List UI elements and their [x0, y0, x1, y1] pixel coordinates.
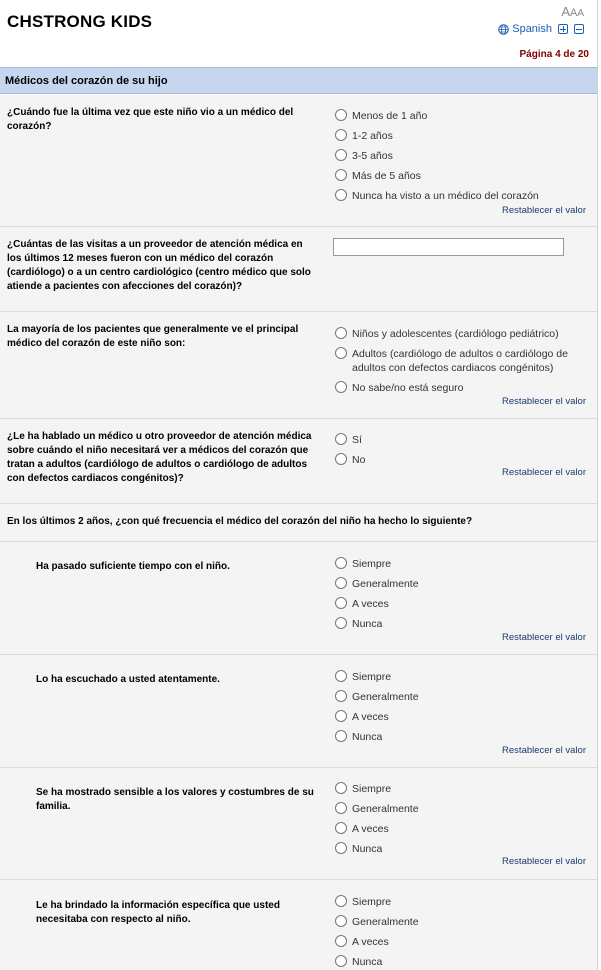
matrix-item-text: Le ha brindado la información específica que usted necesitaba con respecto al niño. — [36, 900, 280, 925]
option-label: Generalmente — [352, 803, 419, 815]
option-label: A veces — [352, 823, 389, 835]
option-label: Nunca — [352, 843, 383, 855]
radio-option[interactable] — [335, 782, 590, 802]
radio-button[interactable] — [335, 129, 347, 141]
radio-button[interactable] — [335, 577, 347, 589]
option-label: Sí — [352, 434, 362, 446]
option-label: A veces — [352, 598, 389, 610]
matrix-item-text: Ha pasado suficiente tiempo con el niño. — [36, 561, 230, 572]
radio-button[interactable] — [335, 670, 347, 682]
radio-group — [335, 895, 590, 970]
radio-button[interactable] — [335, 822, 347, 834]
option-label: Generalmente — [352, 578, 419, 590]
option-label: Niños y adolescentes (cardiólogo pediátrico) — [352, 328, 559, 340]
collapse-minus-icon[interactable] — [574, 24, 584, 34]
radio-button[interactable] — [335, 149, 347, 161]
radio-button[interactable] — [335, 327, 347, 339]
question-row — [0, 312, 598, 419]
radio-button[interactable] — [335, 597, 347, 609]
radio-option[interactable] — [335, 822, 590, 842]
radio-option[interactable] — [335, 895, 590, 915]
option-label: Siempre — [352, 896, 392, 908]
radio-option[interactable] — [335, 802, 590, 822]
radio-button[interactable] — [335, 842, 347, 854]
radio-button[interactable] — [335, 710, 347, 722]
radio-option[interactable] — [335, 347, 590, 381]
question-text: ¿Cuándo fue la última vez que este niño vio a un médico del corazón? — [7, 107, 294, 132]
option-label: No sabe/no está seguro — [352, 382, 464, 394]
matrix-header-row — [0, 504, 598, 542]
radio-option[interactable] — [335, 670, 590, 690]
radio-button[interactable] — [335, 802, 347, 814]
matrix-item-row — [0, 542, 598, 655]
radio-group — [335, 109, 590, 209]
matrix-header-text: En los últimos 2 años, ¿con qué frecuencia el médico del corazón del niño ha hecho lo siguiente? — [7, 516, 473, 527]
globe-icon — [498, 24, 509, 35]
radio-option[interactable] — [335, 597, 590, 617]
option-label: 1-2 años — [352, 130, 393, 142]
font-size-large-button[interactable]: A — [561, 4, 570, 19]
font-size-small-button[interactable]: A — [577, 8, 584, 19]
option-label: Siempre — [352, 783, 392, 795]
expand-plus-icon[interactable] — [558, 24, 568, 34]
matrix-item-row — [0, 880, 598, 970]
question-row — [0, 227, 598, 312]
radio-button[interactable] — [335, 433, 347, 445]
matrix-item-text: Lo ha escuchado a usted atentamente. — [36, 674, 220, 685]
language-selector — [498, 23, 584, 35]
radio-option[interactable] — [335, 433, 590, 453]
radio-option[interactable] — [335, 577, 590, 597]
option-label: A veces — [352, 936, 389, 948]
radio-button[interactable] — [335, 895, 347, 907]
radio-button[interactable] — [335, 169, 347, 181]
radio-option[interactable] — [335, 149, 590, 169]
option-label: Generalmente — [352, 691, 419, 703]
option-label: Nunca — [352, 956, 383, 968]
option-label: Siempre — [352, 558, 392, 570]
option-label: Nunca — [352, 731, 383, 743]
language-link[interactable]: Spanish — [512, 23, 552, 35]
radio-option[interactable] — [335, 710, 590, 730]
option-label: A veces — [352, 711, 389, 723]
radio-option[interactable] — [335, 915, 590, 935]
radio-option[interactable] — [335, 327, 590, 347]
radio-button[interactable] — [335, 617, 347, 629]
radio-button[interactable] — [335, 782, 347, 794]
radio-option[interactable] — [335, 169, 590, 189]
reset-value-link[interactable]: Restablecer el valor — [502, 745, 586, 756]
option-label: Menos de 1 año — [352, 110, 428, 122]
radio-button[interactable] — [335, 189, 347, 201]
radio-option[interactable] — [335, 935, 590, 955]
radio-option[interactable] — [335, 690, 590, 710]
option-label: Nunca ha visto a un médico del corazón — [352, 190, 539, 202]
option-label: Más de 5 años — [352, 170, 421, 182]
app-title: CHSTRONG KIDS — [7, 12, 153, 31]
matrix-item-row — [0, 655, 598, 768]
radio-option[interactable] — [335, 109, 590, 129]
font-size-medium-button[interactable]: A — [569, 7, 578, 19]
option-label: Siempre — [352, 671, 392, 683]
radio-button[interactable] — [335, 381, 347, 393]
radio-button[interactable] — [335, 347, 347, 359]
matrix-item-text: Se ha mostrado sensible a los valores y costumbres de su familia. — [36, 787, 314, 812]
reset-value-link[interactable]: Restablecer el valor — [502, 632, 586, 643]
radio-button[interactable] — [335, 730, 347, 742]
question-text: La mayoría de los pacientes que generalmente ve el principal médico del corazón de este niño son: — [7, 324, 299, 349]
option-label: Nunca — [352, 618, 383, 630]
question-row — [0, 95, 598, 227]
radio-option[interactable] — [335, 955, 590, 970]
option-label: No — [352, 454, 366, 466]
section-header: Médicos del corazón de su hijo — [0, 67, 598, 94]
question-row — [0, 419, 598, 504]
reset-value-link[interactable]: Restablecer el valor — [502, 396, 586, 407]
radio-button[interactable] — [335, 955, 347, 967]
reset-value-link[interactable]: Restablecer el valor — [502, 467, 586, 478]
radio-button[interactable] — [335, 690, 347, 702]
radio-button[interactable] — [335, 915, 347, 927]
option-label: Adultos (cardiólogo de adultos o cardiólogo de adultos con defectos cardiacos congénitos) — [352, 348, 568, 374]
matrix-item-row — [0, 768, 598, 880]
visits-count-input[interactable] — [333, 238, 564, 256]
radio-button[interactable] — [335, 109, 347, 121]
option-label: 3-5 años — [352, 150, 393, 162]
reset-value-link[interactable]: Restablecer el valor — [502, 205, 586, 216]
radio-group — [335, 327, 590, 401]
font-size-controls — [561, 3, 584, 21]
radio-button[interactable] — [335, 453, 347, 465]
radio-group — [335, 670, 590, 750]
question-text: ¿Cuántas de las visitas a un proveedor de atención médica en los últimos 12 meses fueron con un médico del corazón (cardiólogo) o a un centro cardiológico (centro médico que solo atiende a pacientes con afecciones del corazón)? — [7, 239, 311, 292]
option-label: Generalmente — [352, 916, 419, 928]
reset-value-link[interactable]: Restablecer el valor — [502, 856, 586, 867]
radio-option[interactable] — [335, 129, 590, 149]
radio-button[interactable] — [335, 935, 347, 947]
radio-option[interactable] — [335, 557, 590, 577]
question-text: ¿Le ha hablado un médico u otro proveedor de atención médica sobre cuándo el niño necesitará ver a médicos del corazón que tratan a adultos (cardiólogo de adultos o cardiólogo de adultos con defectos cardiacos congénitos)? — [7, 431, 312, 484]
page-indicator: Página 4 de 20 — [519, 49, 589, 60]
page-header — [0, 0, 597, 66]
radio-button[interactable] — [335, 557, 347, 569]
radio-group — [335, 557, 590, 637]
radio-group — [335, 782, 590, 862]
